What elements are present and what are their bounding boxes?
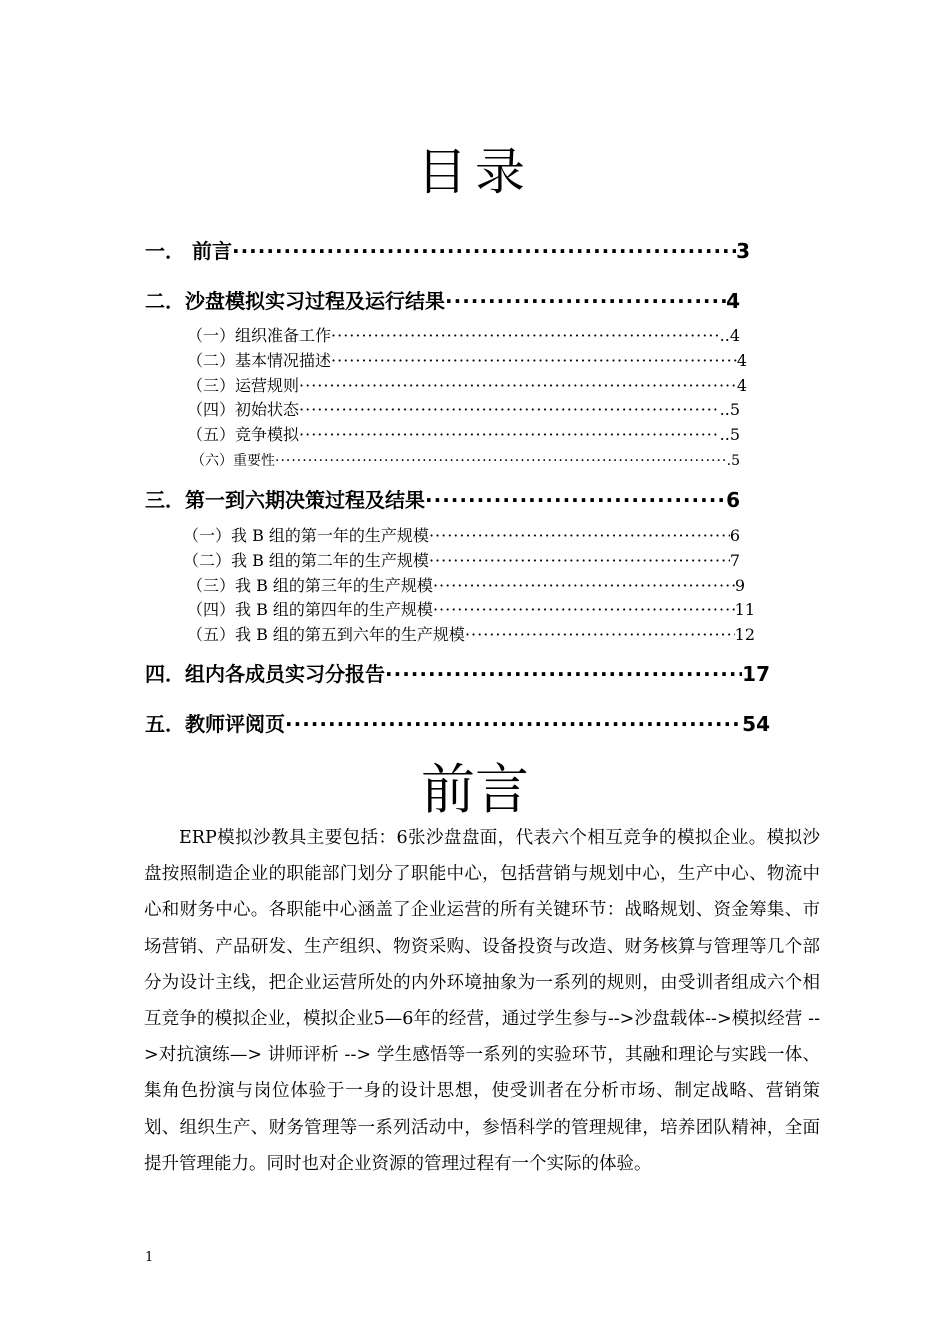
toc-subentry-label: （五）竞争模拟	[187, 425, 300, 444]
toc-entry-preface[interactable]	[145, 238, 750, 264]
toc-subentry-label: （二）基本情况描述	[187, 351, 332, 370]
toc-leader-dots	[299, 375, 737, 397]
toc-leader-dots	[385, 661, 742, 687]
preface-paragraph: ERP模拟沙教具主要包括：6张沙盘盘面，代表六个相互竞争的模拟企业。模拟沙盘按照制造企业的职能部门划分了职能中心，包括营销与规划中心，生产中心、物流中心和财务中心。各职能中心涵盖了企业运营的所有关键环节：战略规划、资金筹集、市场营销、产品研发、生产组织、物资采购、设备投资与改造、财务核算与管理等几个部分为设计主线，把企业运营所处的内外环境抽象为一系列的规则，由受训者组成六个相互竞争的模拟企业，模拟企业5—6年的经营，通过学生参与-->沙盘载体-->模拟经营 -->对抗演练—> 讲师评析 --> 学生感悟等一系列的实验环节，其融和理论与实践一体、集角色扮演与岗位体验于一身的设计思想，使受训者在分析市场、制定战略、营销策划、组织生产、财务管理等一系列活动中，参悟科学的管理规律，培养团队精神，全面提升管理能力。同时也对企业资源的管理过程有一个实际的体验。	[144, 828, 820, 1174]
toc-subentry-page: 11	[734, 600, 755, 619]
toc-leader-dots	[429, 550, 730, 572]
toc-subentry-label: （六）重要性	[191, 453, 275, 469]
toc-entry-page: 6	[726, 488, 740, 512]
toc-leader-dots	[433, 599, 735, 621]
toc-subentry[interactable]	[187, 350, 747, 372]
toc-subentry-label: （一）我 B 组的第一年的生产规模	[183, 526, 429, 545]
toc-entry-page: 3	[736, 239, 750, 263]
preface-title: 前言	[421, 758, 529, 821]
toc-leader-dots	[429, 525, 730, 547]
toc-subentry-page: 4	[736, 351, 747, 370]
toc-entry-label: 三．第一到六期决策过程及结果	[145, 488, 425, 512]
toc-leader-dots	[275, 450, 727, 472]
toc-entry-label: 四．组内各成员实习分报告	[145, 662, 385, 686]
toc-subentry[interactable]	[187, 424, 740, 446]
toc-leader-dots	[433, 575, 735, 597]
toc-subentry[interactable]	[191, 450, 740, 472]
toc-entry-page: 4	[726, 289, 740, 313]
toc-subentry[interactable]	[187, 624, 755, 646]
toc-entry-page: 17	[742, 662, 770, 686]
toc-entry-sandbox[interactable]	[145, 288, 740, 314]
toc-leader-dots	[232, 238, 736, 264]
toc-subentry-label: （四）初始状态	[187, 400, 300, 419]
toc-entry-label: 二．沙盘模拟实习过程及运行结果	[145, 289, 445, 313]
toc-subentry[interactable]	[187, 575, 745, 597]
toc-entry-review[interactable]	[145, 711, 770, 737]
toc-leader-dots	[331, 325, 720, 347]
toc-subentry[interactable]	[187, 599, 755, 621]
toc-subentry-label: （二）我 B 组的第二年的生产规模	[183, 551, 429, 570]
toc-subentry-page: 4	[736, 376, 747, 395]
toc-subentry-page: ..4	[719, 326, 740, 345]
toc-leader-dots	[285, 711, 742, 737]
toc-subentry-page: 7	[729, 551, 740, 570]
toc-leader-dots	[331, 350, 737, 372]
toc-subentry-page: 6	[729, 526, 740, 545]
toc-leader-dots	[425, 487, 726, 513]
toc-leader-dots	[445, 288, 726, 314]
toc-subentry-page: .5	[726, 453, 740, 469]
toc-subentry[interactable]	[183, 550, 740, 572]
toc-entry-label: 一． 前言	[145, 239, 232, 263]
toc-subentry-label: （四）我 B 组的第四年的生产规模	[187, 600, 433, 619]
toc-subentry-label: （一）组织准备工作	[187, 326, 332, 345]
page-number: 1	[145, 1250, 154, 1265]
toc-subentry[interactable]	[187, 399, 740, 421]
toc-subentry-page: 12	[734, 625, 755, 644]
toc-subentry-page: ..5	[719, 400, 740, 419]
toc-subentry-label: （五）我 B 组的第五到六年的生产规模	[187, 625, 465, 644]
toc-leader-dots	[299, 399, 720, 421]
toc-entry-page: 54	[742, 712, 770, 736]
toc-subentry-page: 9	[734, 576, 745, 595]
toc-subentry-page: ..5	[719, 425, 740, 444]
toc-subentry-label: （三）运营规则	[187, 376, 300, 395]
toc-title: 目录	[417, 143, 533, 201]
toc-entry-reports[interactable]	[145, 661, 770, 687]
toc-subentry[interactable]	[183, 525, 740, 547]
toc-leader-dots	[299, 424, 720, 446]
toc-leader-dots	[465, 624, 735, 646]
toc-subentry-label: （三）我 B 组的第三年的生产规模	[187, 576, 433, 595]
toc-subentry[interactable]	[187, 375, 747, 397]
toc-subentry[interactable]	[187, 325, 740, 347]
toc-entry-decisions[interactable]	[145, 487, 740, 513]
toc-entry-label: 五．教师评阅页	[145, 712, 285, 736]
